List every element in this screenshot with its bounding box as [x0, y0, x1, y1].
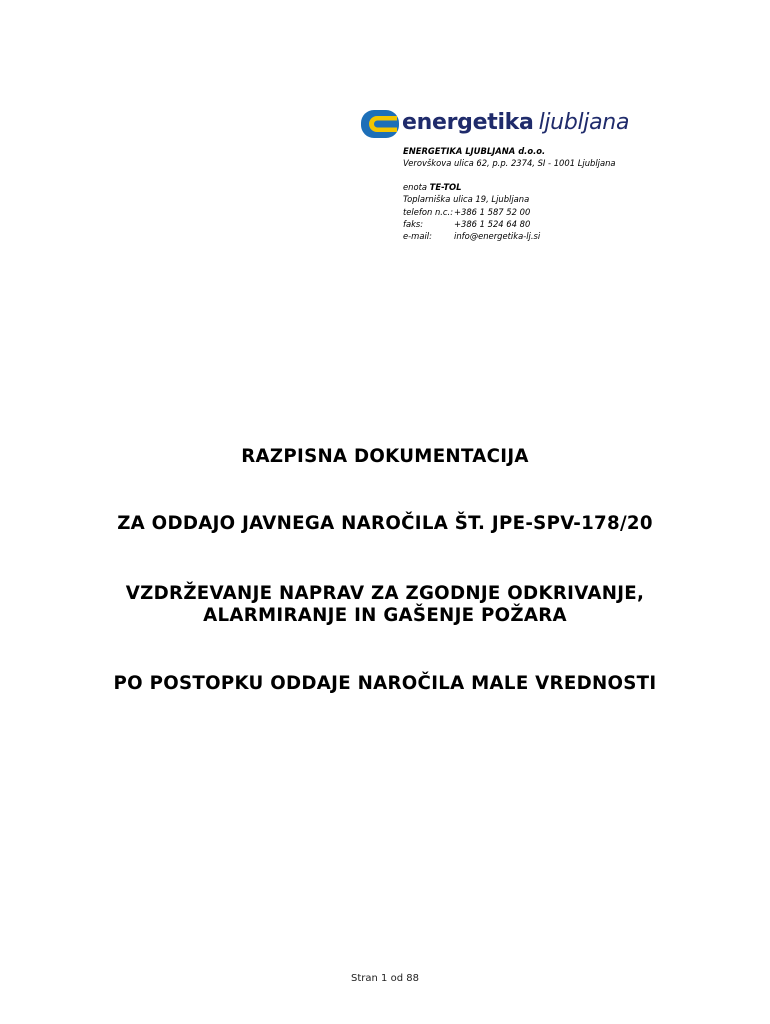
unit-contact-block [403, 181, 540, 242]
phone-label: telefon n.c.: [403, 206, 454, 217]
fax-value: +386 1 524 64 80 [454, 218, 531, 229]
company-address-block [403, 145, 616, 170]
unit-name: TE-TOL [429, 182, 462, 192]
subject-title [0, 583, 770, 627]
company-address: Verovškova ulica 62, p.p. 2374, SI - 1001 Ljubljana [403, 158, 616, 169]
subject-title-line1: VZDRŽEVANJE NAPRAV ZA ZGODNJE ODKRIVANJE, [125, 583, 645, 604]
brand-wordmark [402, 110, 629, 136]
page-number-footer: Stran 1 od 88 [351, 973, 419, 984]
fax-row [403, 218, 540, 230]
unit-address: Toplarniška ulica 19, Ljubljana [403, 194, 530, 205]
subject-title-line2: ALARMIRANJE IN GAŠENJE POŽARA [203, 605, 567, 626]
email-value: info@energetika-lj.si [454, 231, 541, 242]
brand-name-bold: energetika [402, 110, 534, 135]
fax-label: faks: [403, 218, 424, 229]
tender-number-title: ZA ODDAJO JAVNEGA NAROČILA ŠT. JPE-SPV-178/20 [117, 513, 653, 534]
email-label: e-mail: [403, 231, 432, 242]
phone-value: +386 1 587 52 00 [454, 206, 531, 217]
phone-row [403, 206, 540, 218]
unit-prefix: enota [403, 182, 430, 192]
document-title: RAZPISNA DOKUMENTACIJA [241, 446, 529, 467]
procedure-title: PO POSTOPKU ODDAJE NAROČILA MALE VREDNOSTI [113, 673, 657, 694]
email-row [403, 230, 540, 242]
unit-line [403, 181, 540, 193]
energetika-logo-icon [361, 109, 399, 139]
company-name: ENERGETIKA LJUBLJANA d.o.o. [403, 146, 546, 156]
brand-name-italic: ljubljana [538, 110, 630, 135]
